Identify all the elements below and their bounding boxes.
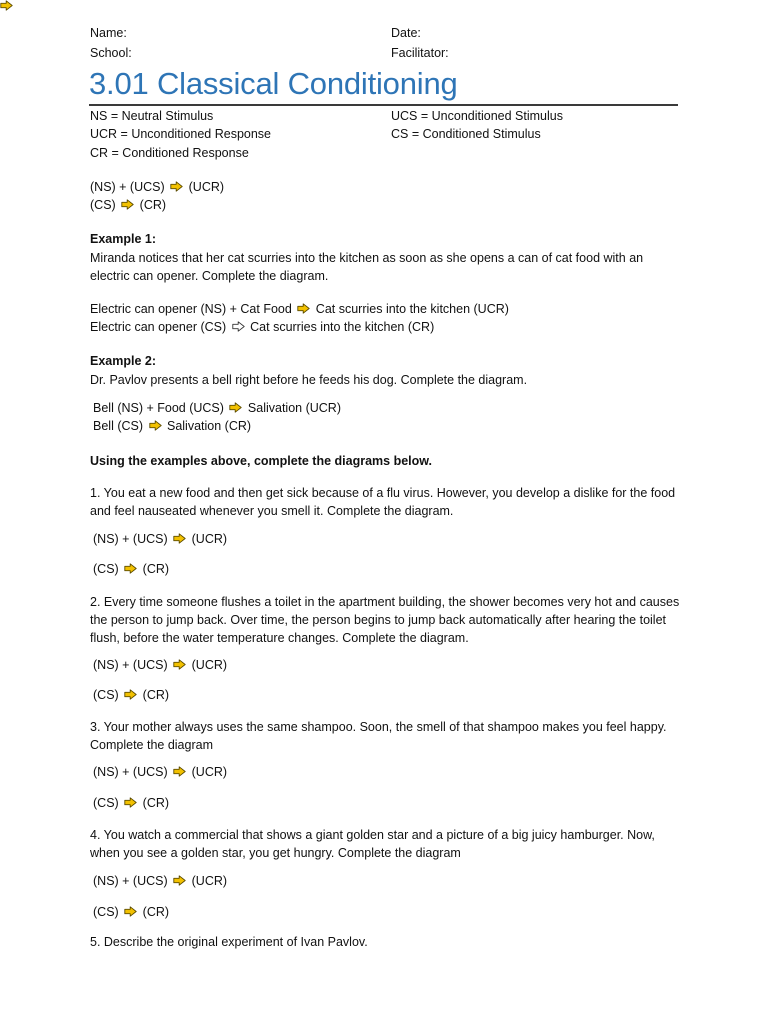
question-4-line-2-right: (CR) [142,905,170,919]
example-2-line-2 [93,419,251,433]
example-1-line-2 [90,320,434,334]
question-3-line-2-left: (CS) [93,796,119,810]
question-4-line-1-right: (UCR) [191,874,228,888]
example-2-line-2-left: Bell (CS) [93,419,144,433]
formula-line-2 [90,198,166,212]
question-2-line-2-right: (CR) [142,688,170,702]
formula-line-2-right: (CR) [139,198,167,212]
example-1-heading: Example 1: [90,232,157,246]
arrow-icon [173,766,186,777]
example-1-line-1-right: Cat scurries into the kitchen (UCR) [315,302,509,316]
arrow-icon [170,181,183,192]
page-title: 3.01 Classical Conditioning [89,66,458,101]
example-2-line-1-right: Salivation (UCR) [247,401,341,415]
question-3-line-1-right: (UCR) [191,765,228,779]
question-3-line-2 [93,796,169,810]
example-2-line-2-right: Salivation (CR) [166,419,252,433]
arrow-icon [229,402,242,413]
arrow-icon [297,303,310,314]
question-2-text: 2. Every time someone flushes a toilet in the apartment building, the shower becomes very hot and causes the person to jump back. Over time, the person begins to jump back automatically after hearing the toilet flush, before the water temperature changes. Complete the diagram. [90,595,680,645]
date-label: Date: [391,26,421,40]
formula-line-2-left: (CS) [90,198,116,212]
question-4-line-1-left: (NS) + (UCS) [93,874,168,888]
example-2-line-1 [93,401,341,415]
example-1-line-2-left: Electric can opener (CS) [90,320,227,334]
question-1-text: 1. You eat a new food and then get sick because of a flu virus. However, you develop a dislike for the food and feel nauseated whenever you smell it. Complete the diagram. [90,486,676,518]
example-2-text: Dr. Pavlov presents a bell right before he feeds his dog. Complete the diagram. [90,373,528,387]
question-1-line-2-left: (CS) [93,562,119,576]
definition-cs: CS = Conditioned Stimulus [391,127,541,141]
example-2-line-1-left: Bell (NS) + Food (UCS) [93,401,224,415]
question-3-line-2-right: (CR) [142,796,170,810]
question-4-text: 4. You watch a commercial that shows a giant golden star and a picture of a big juicy hamburger. Now, when you see a golden star, you get hungry. Complete the diagram [90,828,655,860]
arrow-icon [149,420,162,431]
school-label: School: [90,46,132,60]
question-4-line-1 [93,874,227,888]
example-1-line-1-left: Electric can opener (NS) + Cat Food [90,302,292,316]
question-2-line-1 [93,658,227,672]
corner-arrow-icon [0,0,13,14]
arrow-icon [173,875,186,886]
arrow-outline-icon [232,321,245,332]
definition-cr: CR = Conditioned Response [90,146,249,160]
formula-line-1 [90,180,224,194]
definition-ns: NS = Neutral Stimulus [90,109,214,123]
instructions: Using the examples above, complete the diagrams below. [90,454,432,468]
question-1-line-1-right: (UCR) [191,532,228,546]
definition-ucs: UCS = Unconditioned Stimulus [391,109,563,123]
question-3-line-1 [93,765,227,779]
question-4-line-2 [93,905,169,919]
formula-line-1-right: (UCR) [188,180,225,194]
question-5-text: 5. Describe the original experiment of Ivan Pavlov. [90,935,368,949]
question-2-line-1-left: (NS) + (UCS) [93,658,168,672]
name-label: Name: [90,26,127,40]
question-1-line-1-left: (NS) + (UCS) [93,532,168,546]
arrow-icon [124,906,137,917]
arrow-icon [124,797,137,808]
question-1-line-2 [93,562,169,576]
arrow-icon [124,563,137,574]
formula-line-1-left: (NS) + (UCS) [90,180,165,194]
arrow-icon [124,689,137,700]
question-4-line-2-left: (CS) [93,905,119,919]
question-2-line-1-right: (UCR) [191,658,228,672]
example-2-heading: Example 2: [90,354,157,368]
question-1-line-2-right: (CR) [142,562,170,576]
arrow-icon [173,659,186,670]
example-1-line-2-right: Cat scurries into the kitchen (CR) [250,320,435,334]
facilitator-label: Facilitator: [391,46,449,60]
arrow-icon [173,533,186,544]
arrow-icon [121,199,134,210]
question-2-line-2-left: (CS) [93,688,119,702]
title-rule [89,104,678,106]
question-2-line-2 [93,688,169,702]
example-1-text: Miranda notices that her cat scurries into the kitchen as soon as she opens a can of cat food with an electric can opener. Complete the diagram. [90,251,644,283]
question-3-text: 3. Your mother always uses the same shampoo. Soon, the smell of that shampoo makes you feel happy. Complete the diagram [90,720,667,752]
question-3-line-1-left: (NS) + (UCS) [93,765,168,779]
example-1-line-1 [90,302,509,316]
definition-ucr: UCR = Unconditioned Response [90,127,272,141]
question-1-line-1 [93,532,227,546]
